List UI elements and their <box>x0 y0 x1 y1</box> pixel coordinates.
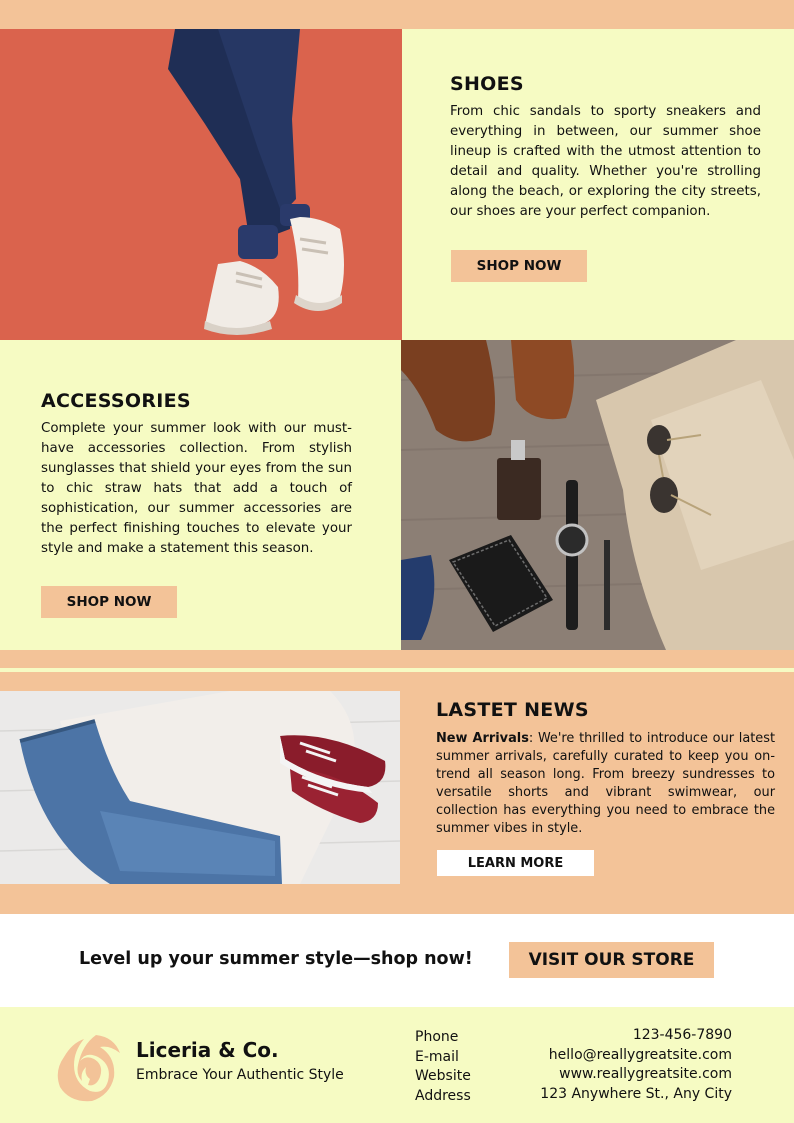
visit-store-button[interactable]: VISIT OUR STORE <box>509 942 714 978</box>
website-label: Website <box>415 1068 471 1084</box>
news-heading: LASTET NEWS <box>436 699 589 721</box>
address-value: 123 Anywhere St., Any City <box>540 1085 732 1102</box>
contact-values <box>540 1026 732 1104</box>
separator-line <box>0 668 794 672</box>
website-value[interactable]: www.reallygreatsite.com <box>559 1066 732 1082</box>
news-panel <box>400 691 794 884</box>
email-label: E-mail <box>415 1048 459 1065</box>
accessories-body: Complete your summer look with our must-have accessories collection. From stylish sunglasses that shield your eyes from the sun to chic straw hats that add a touch of sophistication, our summer accessories are the perfect finishing touches to elevate your style and make a statement this season. <box>41 421 352 556</box>
woman-profile-logo-icon <box>56 1031 126 1103</box>
footer <box>0 1007 794 1123</box>
brand-tagline: Embrace Your Authentic Style <box>136 1067 344 1083</box>
accessories-panel <box>0 340 401 650</box>
accessories-photo <box>401 340 794 650</box>
news-photo <box>0 691 400 884</box>
phone-value: 123-456-7890 <box>632 1027 732 1043</box>
email-value[interactable]: hello@reallygreatsite.com <box>548 1046 732 1063</box>
address-label: Address <box>415 1087 471 1104</box>
accessories-shop-now-button[interactable]: SHOP NOW <box>41 586 177 618</box>
brand-name: Liceria & Co. <box>136 1038 279 1062</box>
news-body-text: : We're thrilled to introduce our latest summer arrivals, carefully curated to keep you on-trend all season long. From breezy sundresses to versatile shorts and vibrant swimwear, our collection has everything you need to embrace the summer vibes in style. <box>436 731 775 837</box>
cta-band <box>0 914 794 1007</box>
phone-label: Phone <box>415 1029 459 1045</box>
news-body <box>436 730 775 839</box>
accessories-heading: ACCESSORIES <box>41 390 191 412</box>
learn-more-button[interactable]: LEARN MORE <box>437 850 594 876</box>
contact-labels <box>415 1028 471 1106</box>
cta-text: Level up your summer style—shop now! <box>79 949 473 969</box>
shoes-heading: SHOES <box>450 73 524 95</box>
shoes-body: From chic sandals to sporty sneakers and everything in between, our summer shoe lineup is crafted with the utmost attention to detail and quality. Whether you're strolling along the beach, or exploring the city streets, our shoes are your perfect companion. <box>450 104 761 219</box>
shoes-panel <box>402 29 794 340</box>
news-lead: New Arrivals <box>436 731 529 746</box>
shoes-shop-now-button[interactable]: SHOP NOW <box>451 250 587 282</box>
shoes-photo <box>0 29 402 340</box>
